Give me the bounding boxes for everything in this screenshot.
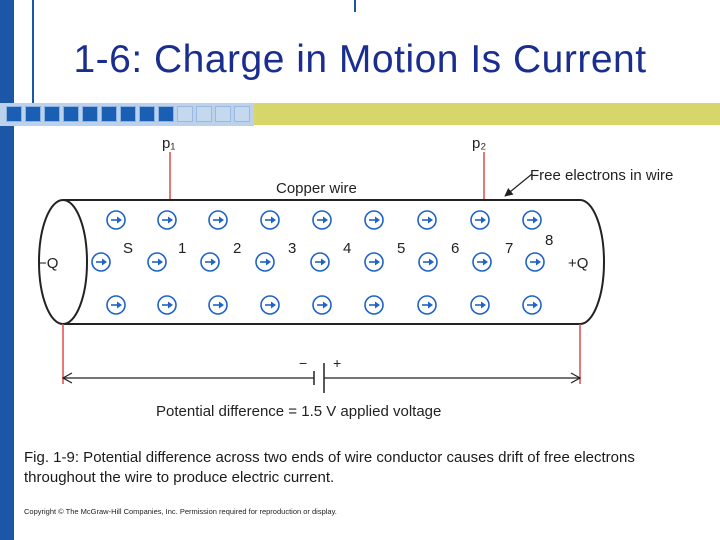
decor-square <box>139 106 155 122</box>
p2-label: p₂ <box>472 135 487 152</box>
decor-square <box>215 106 231 122</box>
pos-charge-label: +Q <box>568 255 589 272</box>
decor-square <box>63 106 79 122</box>
electron-icon <box>256 253 274 271</box>
electron-icon <box>311 253 329 271</box>
electron-icon <box>419 253 437 271</box>
electron-icon <box>471 296 489 314</box>
electron-icon <box>92 253 110 271</box>
figure-caption: Fig. 1-9: Potential difference across two ends of wire conductor causes drift of free electrons throughout the wire to produce electric current. <box>24 449 635 486</box>
electron-group <box>92 211 544 314</box>
decor-square <box>234 106 250 122</box>
copper-wire-label: Copper wire <box>276 180 357 197</box>
decor-square <box>158 106 174 122</box>
position-label: S <box>123 240 134 257</box>
electron-icon <box>209 211 227 229</box>
free-electrons-label: Free electrons in wire <box>530 167 674 184</box>
electron-icon <box>418 296 436 314</box>
electron-icon <box>107 296 125 314</box>
electron-icon <box>107 211 125 229</box>
decor-square <box>196 106 212 122</box>
position-label: 2 <box>233 240 242 257</box>
wire-diagram <box>0 126 720 446</box>
electron-icon <box>201 253 219 271</box>
electron-icon <box>313 296 331 314</box>
decor-square <box>25 106 41 122</box>
electron-icon <box>158 211 176 229</box>
accent-line <box>354 0 356 12</box>
electron-icon <box>365 211 383 229</box>
position-label: 4 <box>343 240 352 257</box>
decorative-squares <box>6 106 250 122</box>
p1-label: p₁ <box>162 135 176 152</box>
potential-difference-label: Potential difference = 1.5 V applied voltage <box>156 403 442 420</box>
battery-plus: + <box>333 355 342 371</box>
decor-square <box>120 106 136 122</box>
position-label: 6 <box>451 240 460 257</box>
electron-icon <box>523 211 541 229</box>
electron-icon <box>526 253 544 271</box>
electron-icon <box>365 296 383 314</box>
electron-icon <box>209 296 227 314</box>
position-label: 5 <box>397 240 406 257</box>
electron-icon <box>261 211 279 229</box>
position-label: 8 <box>545 232 554 249</box>
electron-icon <box>523 296 541 314</box>
electron-icon <box>148 253 166 271</box>
copyright-notice: Copyright © The McGraw-Hill Companies, Inc. Permission required for reproduction or display. <box>24 507 337 516</box>
position-label: 1 <box>178 240 187 257</box>
electron-icon <box>313 211 331 229</box>
position-label: 7 <box>505 240 514 257</box>
electron-icon <box>261 296 279 314</box>
decor-square <box>101 106 117 122</box>
decor-square <box>82 106 98 122</box>
battery-minus: − <box>299 355 308 371</box>
decor-square <box>177 106 193 122</box>
neg-charge-label: −Q <box>38 255 59 272</box>
title-divider-yellow <box>254 103 720 125</box>
electron-icon <box>418 211 436 229</box>
electron-icon <box>365 253 383 271</box>
decor-square <box>6 106 22 122</box>
position-label: 3 <box>288 240 297 257</box>
decor-square <box>44 106 60 122</box>
electron-icon <box>471 211 489 229</box>
pointer-arrow <box>505 174 532 196</box>
slide-title: 1-6: Charge in Motion Is Current <box>73 38 647 81</box>
electron-icon <box>473 253 491 271</box>
electron-icon <box>158 296 176 314</box>
